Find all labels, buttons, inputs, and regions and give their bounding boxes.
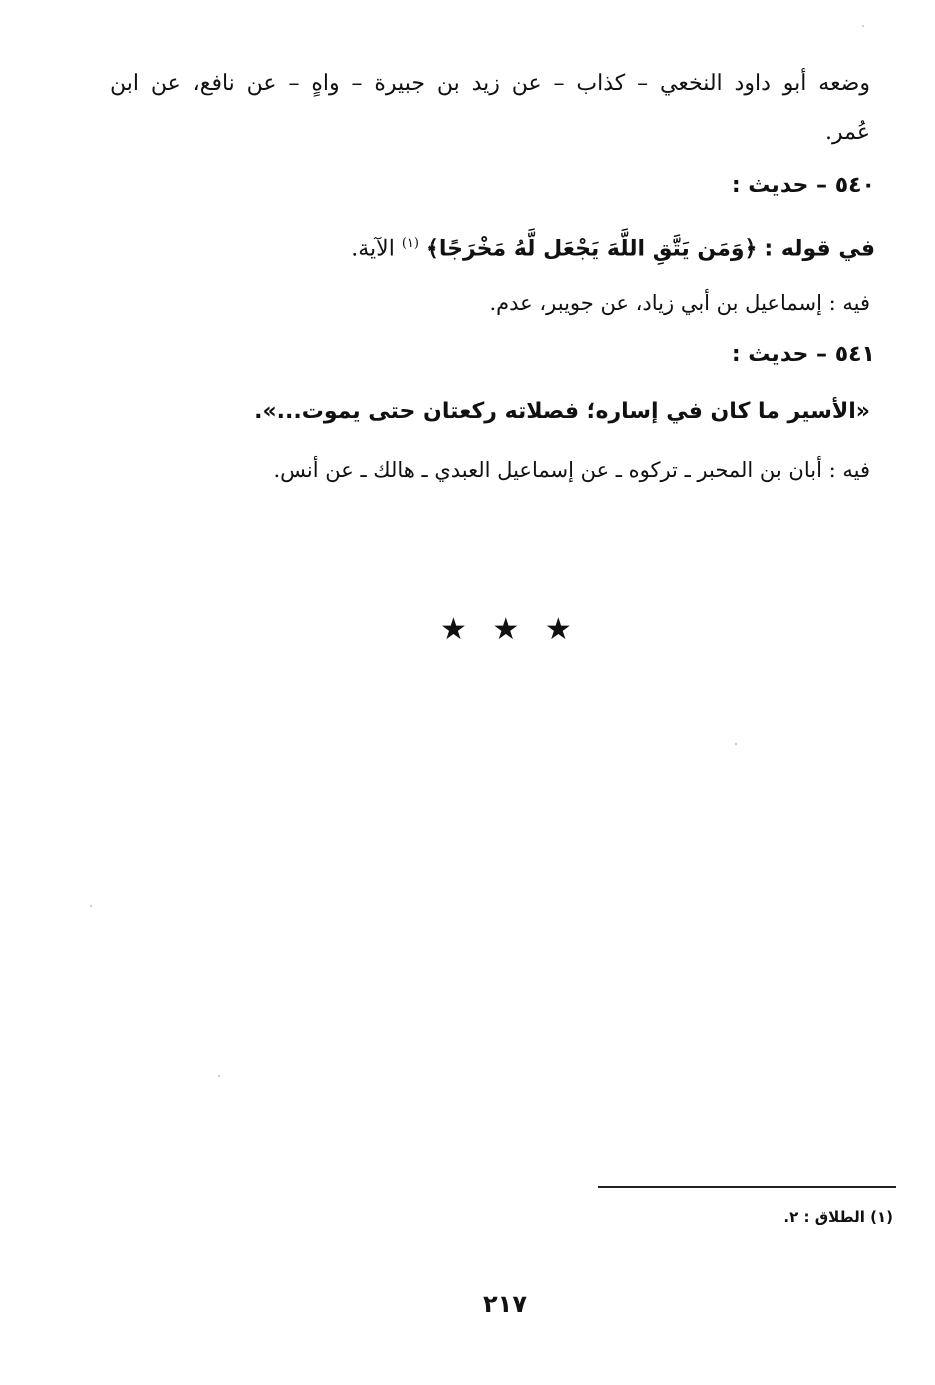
- footnote-divider: [598, 1186, 896, 1188]
- scan-speck: [735, 743, 737, 745]
- ayah-quote: ﴿وَمَن يَتَّقِ اللَّهَ يَجْعَل لَّهُ مَخْرَجًا﴾: [425, 236, 758, 262]
- ayah-line: [351, 228, 875, 265]
- scan-speck: [90, 905, 92, 907]
- hadith-541-note: فيه : أبان بن المحبر ـ تركوه ـ عن إسماعيل العبدي ـ هالك ـ عن أنس.: [273, 458, 870, 482]
- hadith-540-note: فيه : إسماعيل بن أبي زياد، عن جويبر، عدم.: [489, 291, 870, 315]
- text-line-2: عُمر.: [825, 120, 870, 145]
- page-number: ٢١٧: [483, 1290, 527, 1318]
- ayah-suffix: الآية.: [351, 236, 395, 262]
- footnote: (١) الطلاق : ٢.: [783, 1208, 893, 1226]
- ayah-prefix: في قوله :: [764, 236, 875, 262]
- scan-speck: [862, 25, 864, 27]
- hadith-541-heading: ٥٤١ – حديث :: [731, 342, 875, 367]
- hadith-541-text: «الأسير ما كان في إساره؛ فصلاته ركعتان حتى يموت...».: [254, 399, 870, 424]
- scan-speck: [218, 1075, 220, 1077]
- section-separator: ★ ★ ★: [440, 612, 580, 647]
- text-line-1: وضعه أبو داود النخعي – كذاب – عن زيد بن جبيرة – واهٍ – عن نافع، عن ابن: [110, 71, 870, 96]
- hadith-540-heading: ٥٤٠ – حديث :: [731, 173, 875, 198]
- footnote-marker: (١): [401, 236, 419, 251]
